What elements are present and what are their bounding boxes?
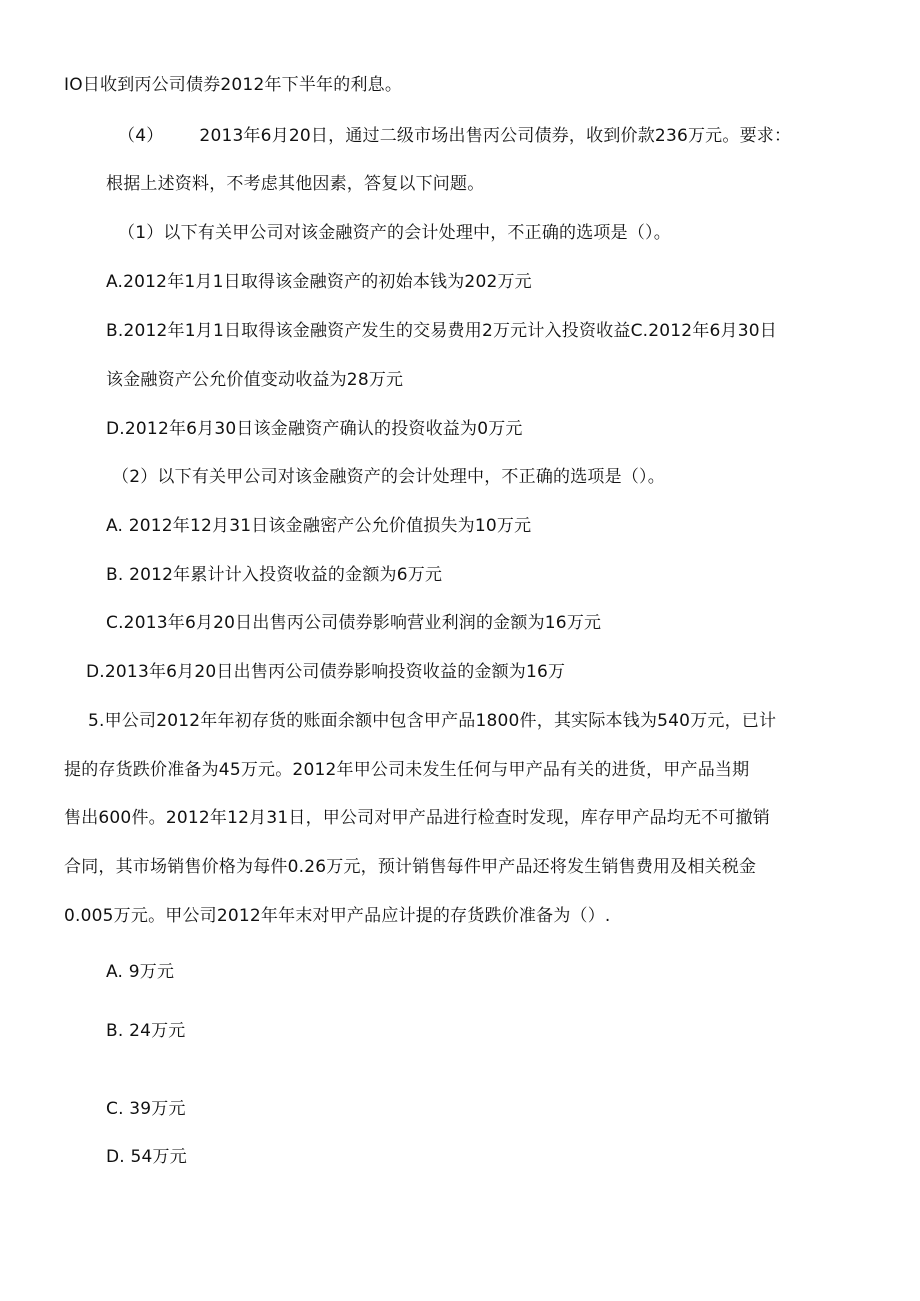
question-5-option-c: C. 39万元 <box>106 1099 186 1119</box>
question-1-option-d: D.2012年6月30日该金融资产确认的投资收益为0万元 <box>106 419 523 439</box>
question-5-option-a: A. 9万元 <box>106 962 175 982</box>
question-2-stem: （2）以下有关甲公司对该金融资产的会计处理中，不正确的选项是（）。 <box>112 467 665 487</box>
question-5-line-5: 0.005万元。甲公司2012年年末对甲产品应计提的存货跌价准备为（）. <box>64 906 611 926</box>
question-5-line-1: 5.甲公司2012年年初存货的账面余额中包含甲产品1800件，其实际本钱为540万元，已计 <box>88 711 777 731</box>
text-line-interest: IO日收到丙公司债券2012年下半年的利息。 <box>64 75 403 95</box>
question-1-option-c-cont: 该金融资产公允价值变动收益为28万元 <box>106 370 404 390</box>
question-1-option-a: A.2012年1月1日取得该金融资产的初始本钱为202万元 <box>106 272 532 292</box>
item-number: （4） <box>118 126 164 146</box>
item-text: 2013年6月20日，通过二级市场出售丙公司债券，收到价款236万元。要求： <box>199 126 792 146</box>
question-2-option-b: B. 2012年累计计入投资收益的金额为6万元 <box>106 565 443 585</box>
question-2-option-c: C.2013年6月20日出售丙公司债券影响营业利润的金额为16万元 <box>106 613 602 633</box>
question-2-option-d: D.2013年6月20日出售丙公司债券影响投资收益的金额为16万 <box>86 662 566 682</box>
question-2-option-a: A. 2012年12月31日该金融密产公允价值损失为10万元 <box>106 516 532 536</box>
text-line-requirement: 根据上述资料，不考虑其他因素，答复以下问题。 <box>106 174 485 194</box>
question-5-option-d: D. 54万元 <box>106 1147 187 1167</box>
question-1-option-b-c: B.2012年1月1日取得该金融资产发生的交易费用2万元计入投资收益C.2012年6月30日 <box>106 321 777 341</box>
question-5-option-b: B. 24万元 <box>106 1021 186 1041</box>
question-5-line-4: 合同，其市场销售价格为每件0.26万元，预计销售每件甲产品还将发生销售费用及相关税金 <box>64 857 757 877</box>
question-5-line-2: 提的存货跌价准备为45万元。2012年甲公司未发生任何与甲产品有关的进货，甲产品当期 <box>64 760 750 780</box>
text-line-item-4 <box>118 124 791 148</box>
question-1-stem: （1）以下有关甲公司对该金融资产的会计处理中，不正确的选项是（）。 <box>118 223 671 243</box>
question-5-line-3: 售出600件。2012年12月31日，甲公司对甲产品进行检查时发现，库存甲产品均无不可撤销 <box>64 808 770 828</box>
